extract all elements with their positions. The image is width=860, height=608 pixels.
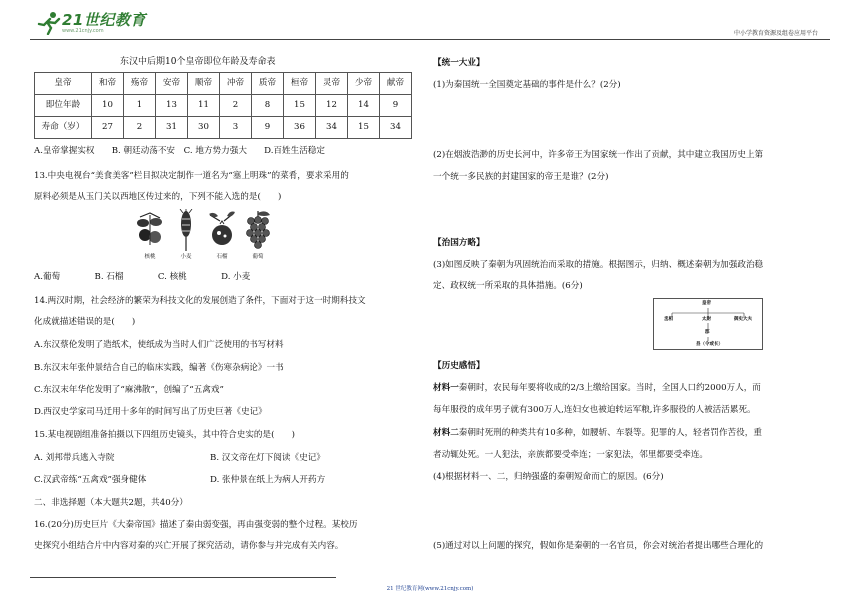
node-emperor: 皇帝 <box>702 301 711 306</box>
illus-wheat <box>170 209 202 261</box>
q12-options: A.皇帝掌握实权 B. 朝廷动荡不安 C. 地方势力强大 D.百姓生活稳定 <box>34 146 325 156</box>
q16-3-line1: (3)如图反映了秦朝为巩固统治而采取的措施。根据图示，归纳、概述秦朝为加强政治稳 <box>433 260 764 270</box>
table-cell: 殇帝 <box>124 73 156 95</box>
table-cell: 桓帝 <box>284 73 316 95</box>
q16-2-line2: 一个统一多民族的封建国家的帝王是谁？(2分) <box>433 172 609 182</box>
q14-option-c: C.东汉末年华佗发明了“麻沸散”，创编了“五禽戏” <box>34 385 224 395</box>
table-cell: 11 <box>188 95 220 117</box>
node-commandant: 太尉 <box>702 317 711 322</box>
table-cell: 献帝 <box>380 73 412 95</box>
q14-stem-line1: 14.两汉时期，社会经济的繁荣为科技文化的发展创造了条件，下面对于这一时期科技文 <box>34 296 366 306</box>
table-cell: 10 <box>92 95 124 117</box>
runner-logo-icon <box>36 11 62 35</box>
table-cell: 13 <box>156 95 188 117</box>
q13-stem-line1: 13.中央电视台“美食美客”栏目拟决定制作一道名为“塞上明珠”的菜肴，要求采用的 <box>34 171 349 181</box>
table-cell: 12 <box>316 95 348 117</box>
q16-stem-line1: 16.(20分)历史巨片《大秦帝国》描述了秦由弱变强，再由强变弱的整个过程。某校历 <box>34 520 358 530</box>
table-cell: 灵帝 <box>316 73 348 95</box>
node-prefecture: 郡 <box>705 330 710 335</box>
table-cell: 36 <box>284 117 316 139</box>
node-chancellor: 丞相 <box>664 317 673 322</box>
table-cell: 8 <box>252 95 284 117</box>
row-label: 寿命（岁） <box>35 117 92 139</box>
table-cell: 3 <box>220 117 252 139</box>
table-cell: 质帝 <box>252 73 284 95</box>
table-cell: 少帝 <box>348 73 380 95</box>
q14-stem-line2: 化成就描述错误的是( ) <box>34 317 136 327</box>
material-one-line1 <box>433 383 761 394</box>
material-one-label: 材料一 <box>433 383 459 393</box>
footer-divider <box>30 577 336 578</box>
q16-4: (4)根据材料一、二，归纳强盛的秦朝短命而亡的原因。(6分) <box>433 472 664 482</box>
q15-stem: 15.某电视剧组准备拍摄以下四组历史镜头，其中符合史实的是( ) <box>34 430 295 440</box>
heading-governance: 【治国方略】 <box>433 238 485 248</box>
table-row <box>35 117 412 139</box>
table-cell: 34 <box>316 117 348 139</box>
q16-3-line2: 定、政权统一所采取的具体措施。(6分) <box>433 281 583 291</box>
node-county: 县（令或长） <box>696 342 723 347</box>
table-cell: 14 <box>348 95 380 117</box>
table-cell: 冲帝 <box>220 73 252 95</box>
row-label: 即位年龄 <box>35 95 92 117</box>
illus-pomegranate <box>206 209 238 261</box>
table-cell: 27 <box>92 117 124 139</box>
material-two-label: 材料二 <box>433 428 459 438</box>
table-cell: 顺帝 <box>188 73 220 95</box>
heading-unification: 【统一大业】 <box>433 58 485 68</box>
heading-reflection: 【历史感悟】 <box>433 361 485 371</box>
q16-2-line1: (2)在烟波浩渺的历史长河中，许多帝王为国家统一作出了贡献，其中建立我国历史上第 <box>433 150 764 160</box>
illus-caption: 核桃 <box>144 254 156 261</box>
table-cell: 1 <box>124 95 156 117</box>
table-header-label: 皇帝 <box>35 73 92 95</box>
qin-government-diagram <box>653 298 763 350</box>
emperor-table <box>34 72 412 139</box>
q16-stem-line2: 史探究小组结合片中内容对秦的兴亡开展了探究活动，请你参与并完成有关内容。 <box>34 541 344 551</box>
material-two-line2: 者动辄处死。一人犯法，亲族都要受牵连；一家犯法，邻里都要受牵连。 <box>433 450 709 460</box>
illus-caption: 葡萄 <box>252 254 264 261</box>
platform-name: 中小学教育资源及组卷应用平台 <box>733 30 818 37</box>
q15-option-b: B. 汉文帝在灯下阅读《史记》 <box>210 453 325 463</box>
q14-option-d: D.西汉史学家司马迁用十多年的时间写出了历史巨著《史记》 <box>34 407 267 417</box>
q13-options: A.葡萄 B. 石榴 C. 核桃 D. 小麦 <box>34 272 251 282</box>
table-cell: 2 <box>124 117 156 139</box>
q15-option-c: C.汉武帝练“五禽戏”强身健体 <box>34 475 147 485</box>
table-row <box>35 95 412 117</box>
logo-url: www.21cnjy.com <box>62 28 104 34</box>
table-cell: 安帝 <box>156 73 188 95</box>
grape-icon <box>242 209 274 251</box>
q14-option-a: A.东汉蔡伦发明了造纸术，使纸成为当时人们广泛使用的书写材料 <box>34 340 284 350</box>
table-cell: 34 <box>380 117 412 139</box>
q15-option-d: D. 张仲景在纸上为病人开药方 <box>210 475 326 485</box>
table-header-row <box>35 73 412 95</box>
header-divider <box>30 39 830 40</box>
table-cell: 15 <box>348 117 380 139</box>
table-cell: 2 <box>220 95 252 117</box>
table-cell: 30 <box>188 117 220 139</box>
food-illustrations <box>134 209 274 261</box>
q14-option-b: B.东汉末年张仲景结合自己的临床实践，编著《伤寒杂病论》一书 <box>34 363 284 373</box>
illus-walnut <box>134 209 166 261</box>
node-censor: 御史大夫 <box>734 317 752 322</box>
q16-5: (5)通过对以上问题的探究，假如你是秦朝的一名官员，你会对统治者提出哪些合理化的 <box>433 541 764 551</box>
wheat-icon <box>170 209 202 251</box>
table-cell: 9 <box>252 117 284 139</box>
table-cell: 31 <box>156 117 188 139</box>
pomegranate-icon <box>206 209 238 251</box>
table-cell: 9 <box>380 95 412 117</box>
q13-stem-line2: 原料必须是从玉门关以西地区传过来的，下列不能入选的是( ) <box>34 192 282 202</box>
material-one-line2: 每年服役的成年男子就有300万人,连妇女也被迫转运军粮,许多服役的人被活活累死。 <box>433 405 756 415</box>
q15-option-a: A. 刘邦带兵逃入寺院 <box>34 453 115 463</box>
table-cell: 和帝 <box>92 73 124 95</box>
material-one-text: 秦朝时，农民每年要将收成的2/3上缴给国家。当时，全国人口约2000万人，而 <box>458 383 761 393</box>
section-heading: 二、非选择题（本大题共2题，共40分） <box>34 498 188 508</box>
material-two-line1 <box>433 428 762 439</box>
material-two-text: 秦朝时死刑的种类共有10多种，如腰斩、车裂等。犯罪的人，轻者罚作苦役，重 <box>458 428 762 438</box>
illus-grape <box>242 209 274 261</box>
table-cell: 15 <box>284 95 316 117</box>
q16-1: (1)为秦国统一全国奠定基础的事件是什么？(2分) <box>433 80 621 90</box>
footer-source: 21 世纪教育网(www.21cnjy.com) <box>386 586 474 592</box>
walnut-icon <box>134 209 166 251</box>
illus-caption: 小麦 <box>180 254 192 261</box>
logo <box>36 11 156 37</box>
logo-text: 21世纪教育 <box>62 11 146 29</box>
table-caption: 东汉中后期10个皇帝即位年龄及寿命表 <box>120 57 276 67</box>
illus-caption: 石榴 <box>216 254 228 261</box>
